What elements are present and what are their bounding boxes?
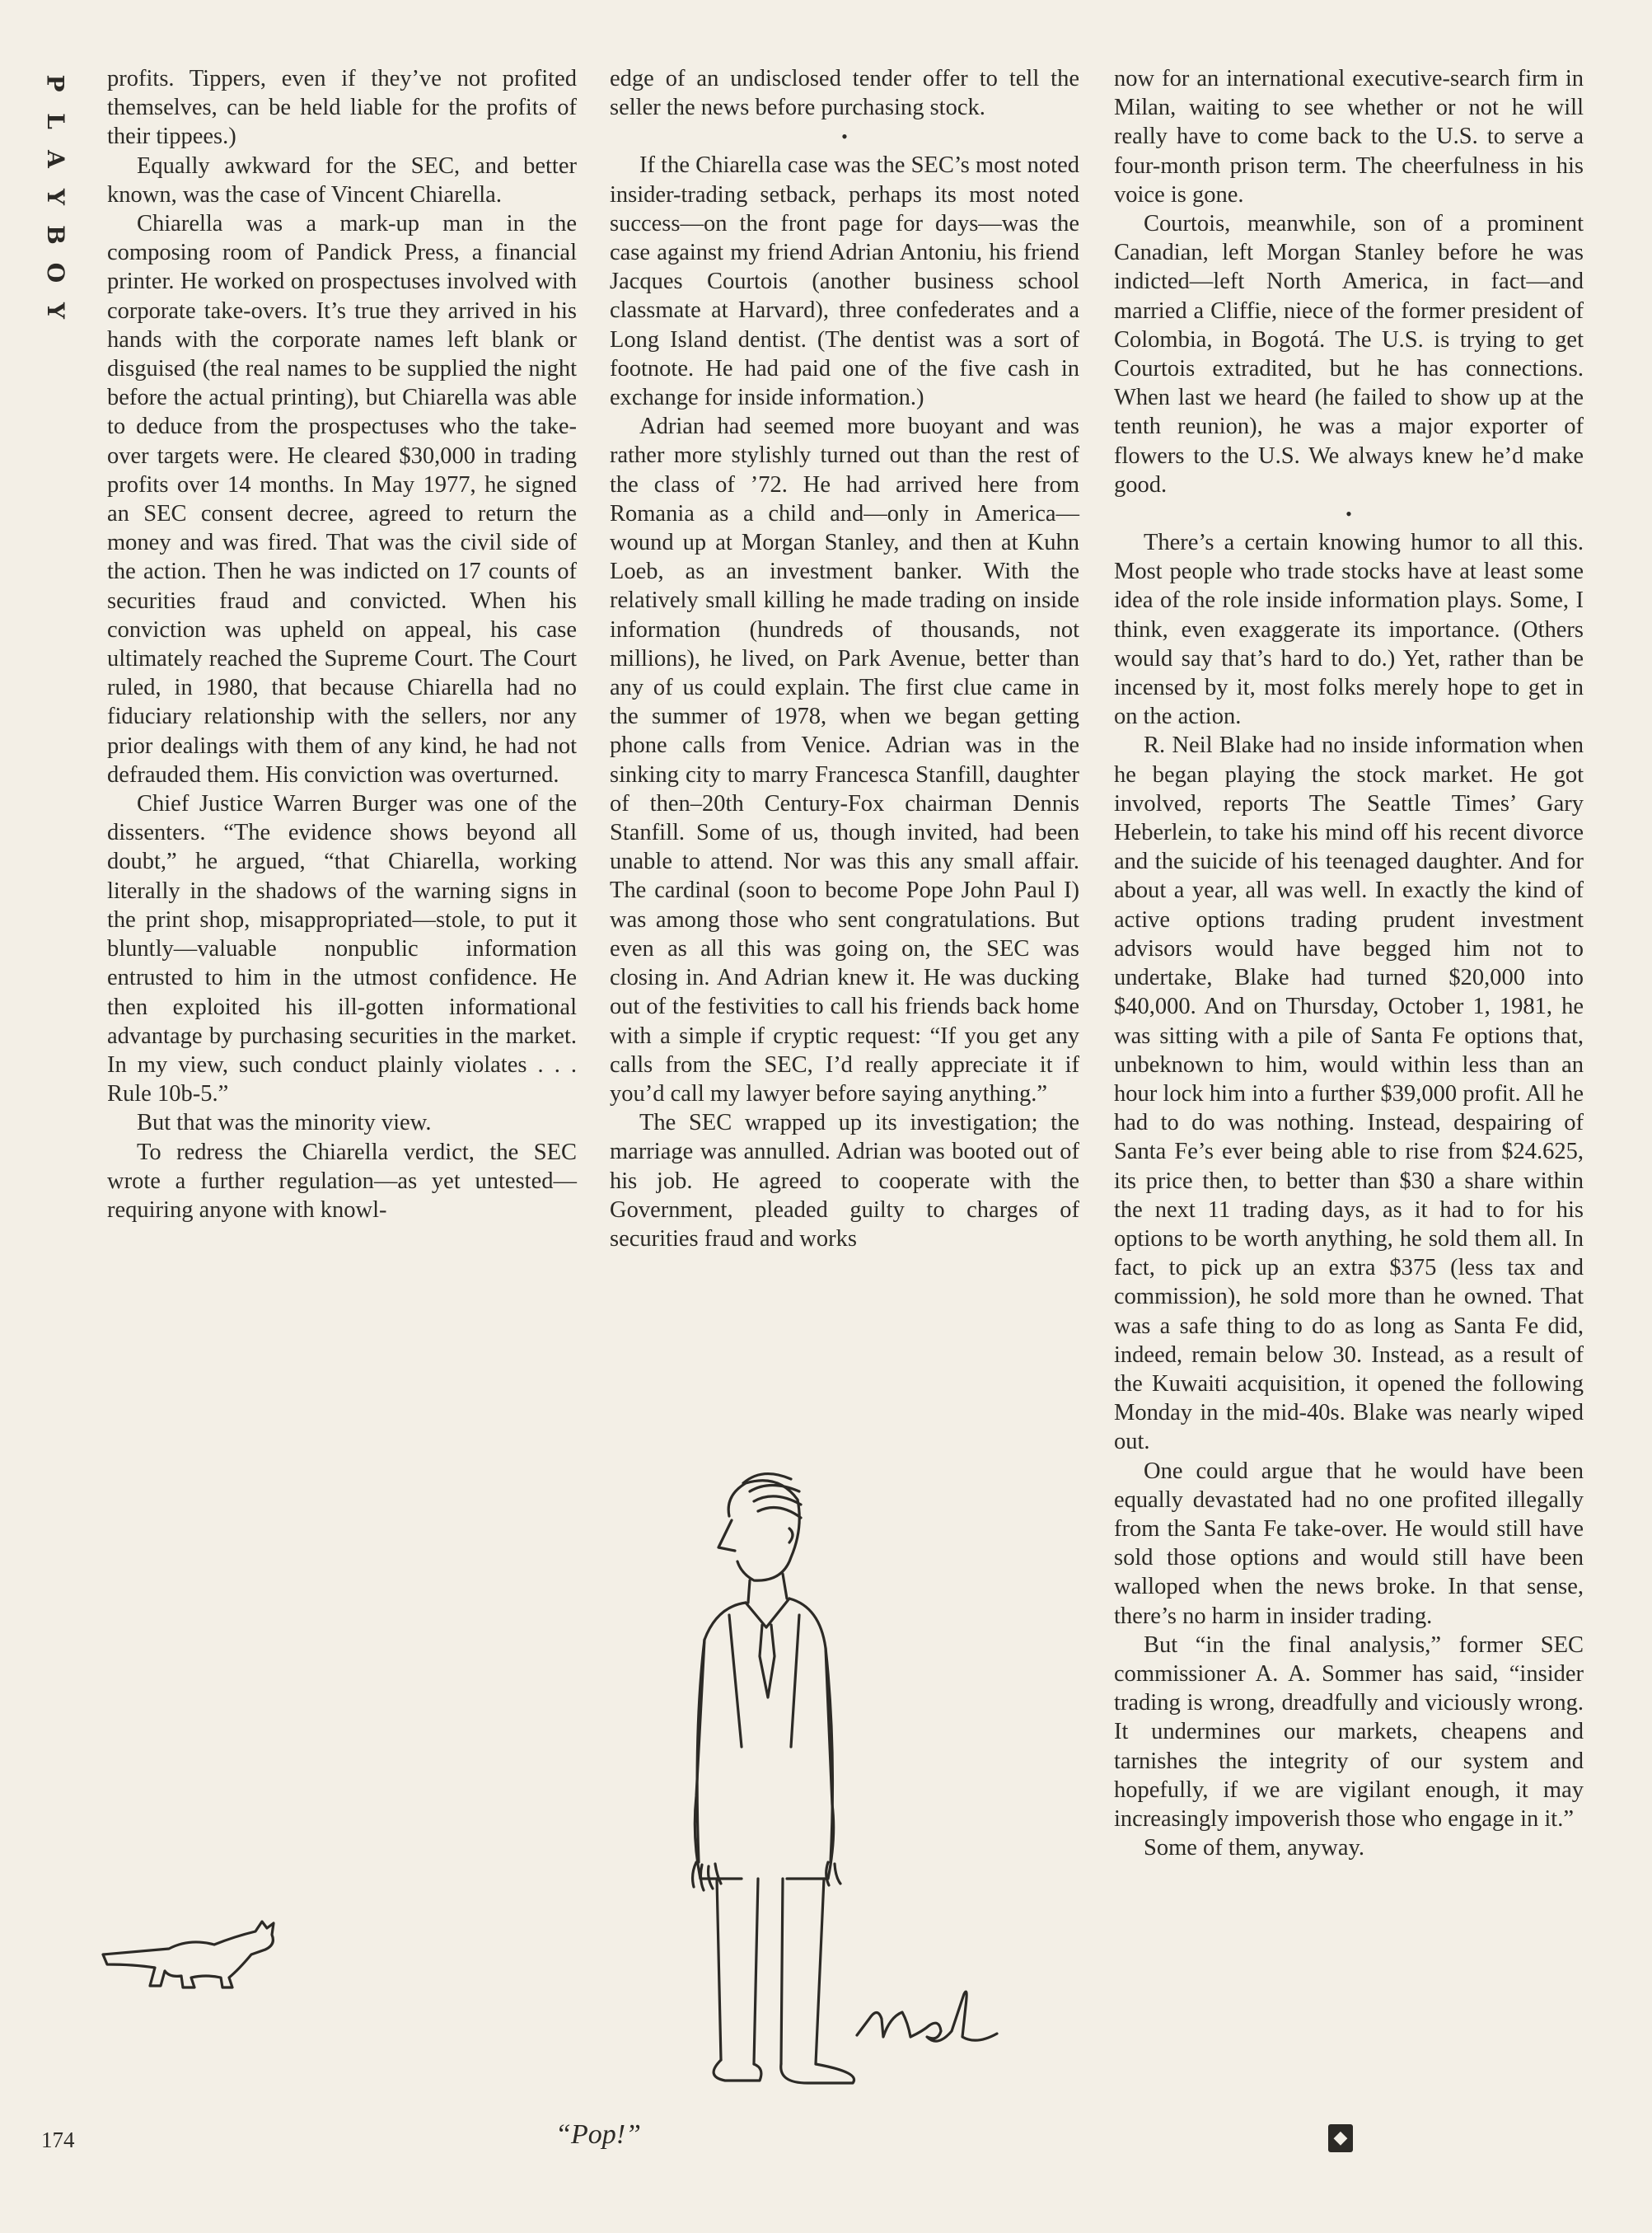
logo-letter: A xyxy=(41,150,69,168)
weasel-drawing xyxy=(103,1922,274,1987)
logo-letter: Y xyxy=(42,302,69,319)
section-break-bullet: • xyxy=(1345,503,1352,525)
paragraph: R. Neil Blake had no inside information when he began playing the stock market. He got involved, reports The Seattle Times’ Gary Heberlein, to take his mind off his recent divorce and the suicide of his teenaged daughter. And for about a year, all was well. In exactly the kind of active options trading prudent investment advisors would have begged him not to undertake, Blake had turned $20,000 into $40,000. And on Thursday, October 1, 1981, he was sitting with a pile of Santa Fe options that, unbeknown to him, would within less than an hour lock him into a further $39,000 profit. All he had to do was nothing. Instead, despairing of Santa Fe’s ever being able to rise from $24.625, its price then, to better than $30 a share within the next 11 trading days, as it had to for his options to be worth anything, he sold them all. In fact, to pick up an extra $375 (less tax and commission), he sold more than he owned. That was a safe thing to do as long as Santa Fe did, indeed, remain below 30. Instead, as a result of the Kuwaiti acquisition, it opened the following Monday in the mid-40s. Blake was nearly wiped out. xyxy=(1114,733,1584,1455)
article-column-2 xyxy=(610,64,1079,1253)
paragraph: Courtois, meanwhile, son of a prominent Canadian, left Morgan Stanley before he was indicted—left North America, in fact—and married a Cliffie, niece of the former president of Colombia, in Bogotá. The U.S. is trying to get Courtois extradited, but he has connections. When last we heard (he failed to show up at the tenth reunion), he was a major exporter of flowers to the U.S. We always knew he’d make good. xyxy=(1114,211,1584,498)
paragraph: But that was the minority view. xyxy=(137,1110,432,1136)
cartoonist-signature xyxy=(857,1992,997,2041)
paragraph: Chief Justice Warren Burger was one of the dissenters. “The evidence shows beyond all doubt,” he argued, “that Chiarella, working literally in the shadows of the warning signs in the print shop, misappropriated—stole, to put it bluntly—valuable nonpublic information entrusted to him in the utmost confidence. He then exploited his ill-gotten informational advantage by purchasing securities in the market. In my view, such conduct plainly violates . . . Rule 10b-5.” xyxy=(107,791,577,1107)
cartoon-caption: “Pop!” xyxy=(555,2119,641,2150)
logo-letter: P xyxy=(42,74,69,92)
paragraph: profits. Tippers, even if they’ve not profited themselves, can be held liable for the profits of their tippees.) xyxy=(107,66,577,150)
cartoon-illustration xyxy=(91,1450,1121,2109)
paragraph: Some of them, anyway. xyxy=(1144,1835,1365,1861)
man-drawing xyxy=(693,1474,854,2083)
article-column-1 xyxy=(107,64,577,1224)
paragraph: There’s a certain knowing humor to all this. Most people who trade stocks have at least some idea of the role inside information plays. Some, I think, even exaggerate its importance. (Others would say that’s hard to do.) Yet, rather than be incensed by it, most folks merely hope to get in on the action. xyxy=(1114,530,1584,730)
logo-letter: Y xyxy=(42,189,69,205)
paragraph: Equally awkward for the SEC, and better known, was the case of Vincent Chiarella. xyxy=(107,152,577,208)
logo-letter: L xyxy=(42,113,69,129)
paragraph: The SEC wrapped up its investigation; the marriage was annulled. Adrian was booted out of his job. He agreed to cooperate with the Government, pleaded guilty to charges of securities fraud and works xyxy=(610,1110,1079,1252)
paragraph: If the Chiarella case was the SEC’s most noted insider-trading setback, perhaps its most noted success—on the front page for days—was the case against my friend Adrian Antoniu, his friend Jacques Courtois (another business school classmate at Harvard), three confederates and a Long Island dentist. (The dentist was a sort of footnote. He had paid one of the five cash in exchange for inside information.) xyxy=(610,152,1079,411)
paragraph: Chiarella was a mark-up man in the composing room of Pandick Press, a financial printer. He worked on prospectuses involved with corporate take-overs. It’s true they arrived in his hands with the corporate names left blank or disguised (the real names to be supplied the night before the actual printing), but Chiarella was able to deduce from the prospectuses who the take-over targets were. He cleared $30,000 in trading profits over 14 months. In May 1977, he signed an SEC consent decree, agreed to return the money and was fired. That was the civil side of the action. Then he was indicted on 17 counts of securities fraud and convicted. When his conviction was upheld on appeal, his case ultimately reached the Supreme Court. The Court ruled, in 1980, that because Chiarella had no fiduciary relationship with the sellers, nor any prior dealings with them of any kind, he had not defrauded them. His conviction was overturned. xyxy=(107,211,577,788)
paragraph: now for an international executive-search firm in Milan, waiting to see whether or not he will really have to come back to the U.S. to serve a four-month prison term. The cheerfulness in his voice is gone. xyxy=(1114,66,1584,208)
paragraph: To redress the Chiarella verdict, the SEC wrote a further regulation—as yet untested—requiring anyone with knowl- xyxy=(107,1139,577,1223)
paragraph: One could argue that he would have been equally devastated had no one profited illegally from the Santa Fe take-over. He would still have sold those options and would still have been walloped when the news broke. In that sense, there’s no harm in insider trading. xyxy=(1114,1458,1584,1629)
rabbit-head-end-mark-icon: ◆ xyxy=(1328,2124,1353,2152)
paragraph: edge of an undisclosed tender offer to tell the seller the news before purchasing stock. xyxy=(610,66,1079,121)
paragraph: Adrian had seemed more buoyant and was rather more stylishly turned out than the rest of the class of ’72. He had arrived here from Romania as a child and—only in America—wound up at Morgan Stanley, and then at Kuhn Loeb, as an investment banker. With the relatively small killing he made trading on inside information (hundreds of thousands, not millions), he lived, on Park Avenue, better than any of us could explain. The first clue came in the summer of 1978, when we began getting phone calls from Venice. Adrian was in the sinking city to marry Francesca Stanfill, daughter of then–20th Century-Fox chairman Dennis Stanfill. Some of us, though invited, had been unable to attend. Nor was this any small affair. The cardinal (soon to become Pope John Paul I) was among those who sent congratulations. But even as all this was going on, the SEC was closing in. And Adrian knew it. He was ducking out of the festivities to call his friends back home with a simple if cryptic request: “If you get any calls from the SEC, I’d really appreciate it if you’d call my lawyer before saying anything.” xyxy=(610,414,1079,1107)
paragraph: But “in the final analysis,” former SEC commissioner A. A. Sommer has said, “insider trading is wrong, dreadfully and viciously wrong. It undermines our markets, cheapens and tarnishes the integrity of our system and hopefully, if we are vigilant enough, it may increasingly impoverish those who engage in it.” xyxy=(1114,1631,1584,1832)
logo-letter: B xyxy=(41,225,69,245)
section-break-bullet: • xyxy=(841,126,848,147)
magazine-logo-vertical xyxy=(43,64,68,330)
page-number: 174 xyxy=(41,2128,75,2152)
logo-letter: O xyxy=(41,262,69,283)
signature-text: Mal xyxy=(915,2101,916,2102)
article-column-3 xyxy=(1114,64,1584,1862)
